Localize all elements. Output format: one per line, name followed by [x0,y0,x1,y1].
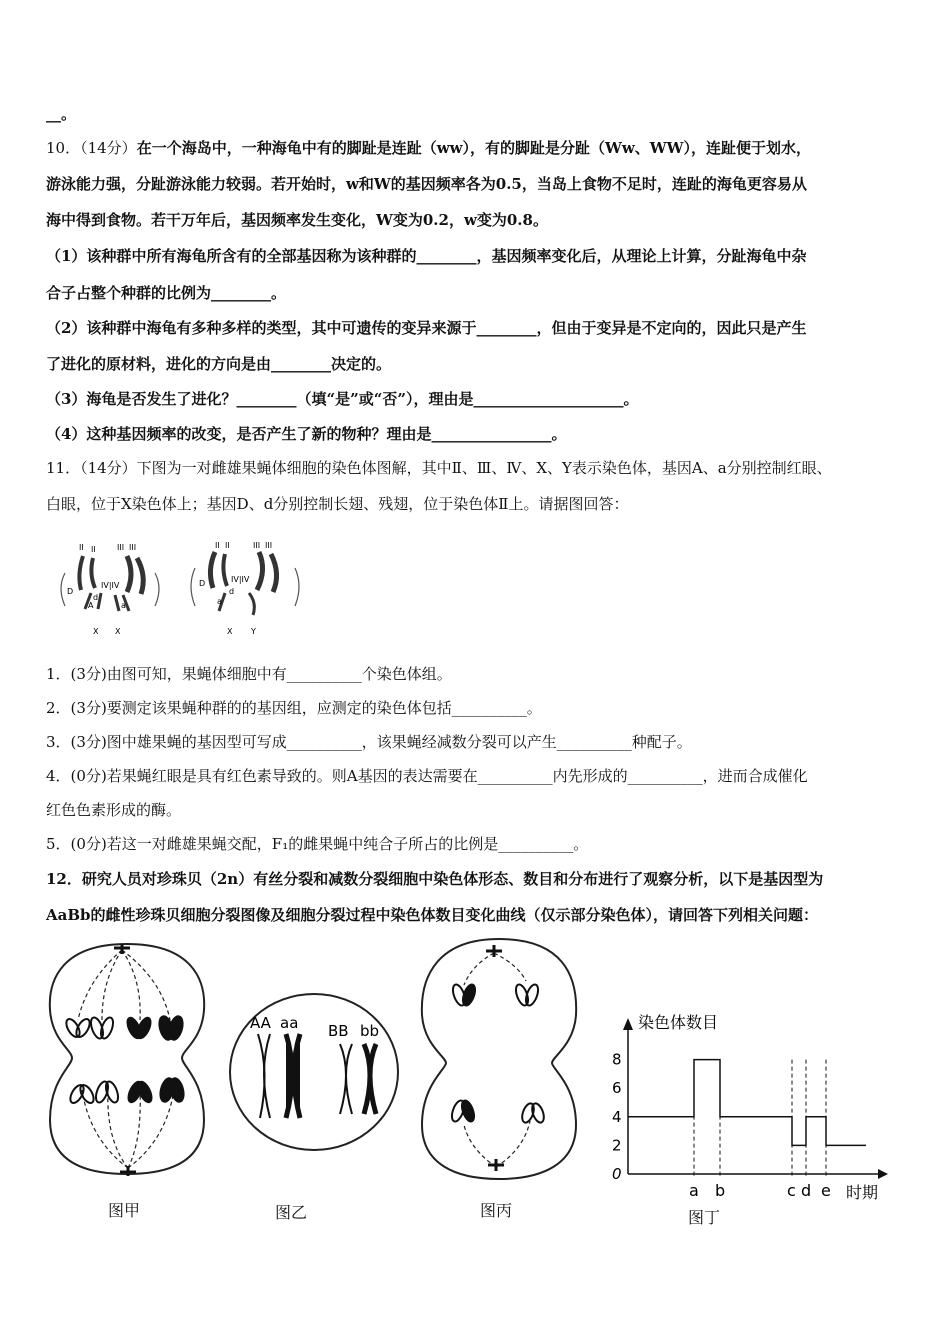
figure-yi-cell [228,992,400,1152]
gene-label: D [67,587,74,596]
figure-ding-chart [598,1012,908,1232]
figure-jia-caption: 图甲 [108,1201,141,1220]
fly-chromosome-figure [55,538,315,638]
x-tick-label: b [715,1181,726,1200]
iv-label: IV|IV [101,581,120,590]
sex-chromosome-label: X [227,627,233,636]
gene-label: a [217,597,222,606]
x-tick-label: a [689,1181,699,1200]
q11-sub3: 3．(3分)图中雄果蝇的基因型可写成__________，该果蝇经减数分裂可以产生__________种配子。 [46,733,692,751]
figure-jia-cell [42,940,212,1180]
q11-sub4-line2: 红色色素形成的酶。 [46,801,182,819]
y-tick-label: 0 [612,1165,622,1183]
q11-sub4-line1: 4．(0分)若果蝇红眼是具有红色素导致的。则A基因的表达需要在__________内先形成的__________，进而合成催化 [46,767,808,785]
q12-stem-line1: 12．研究人员对珍珠贝（2n）有丝分裂和减数分裂细胞中染色体形态、数目和分布进行了观察分析，以下是基因型为 [46,870,824,888]
x-tick-label: e [821,1181,831,1200]
x-axis-arrow [878,1169,888,1179]
sex-chromosome-label: X [93,627,99,636]
q12-stem-line2: AaBb的雌性珍珠贝细胞分裂图像及细胞分裂过程中染色体数目变化曲线（仅示部分染色体），请回答下列相关问题： [46,906,819,924]
q10-text: 在一个海岛中，一种海龟中有的脚趾是连趾（ww），有的脚趾是分趾（Ww、WW），连趾便于划水， [136,139,811,157]
gene-label: D [199,579,206,588]
male-fly-karyotype [191,541,299,636]
roman-label: II [225,541,230,550]
figure-bing-caption: 图丙 [480,1201,513,1220]
figure-yi-caption: 图乙 [275,1203,308,1222]
figure-ding-caption: 图丁 [688,1208,721,1227]
roman-label: II [215,541,220,550]
q11-stem-line1: 11．（14分）下图为一对雌雄果蝇体细胞的染色体图解，其中Ⅱ、Ⅲ、Ⅳ、X、Y表示染色体，基因A、a分别控制红眼、 [46,459,832,477]
q11-sub5: 5．(0分)若这一对雌雄果蝇交配，F₁的雌果蝇中纯合子所占的比例是__________。 [46,835,589,853]
roman-label: III [265,541,273,550]
q11-sub2: 2．(3分)要测定该果蝇种群的的基因组，应测定的染色体包括__________。 [46,699,542,717]
figure-bing-cell [414,935,584,1185]
q10-part1-line1: （1）该种群中所有海龟所含有的全部基因称为该种群的________，基因频率变化后，从理论上计算，分趾海龟中杂 [46,247,807,265]
q10-part1-line2: 合子占整个种群的比例为________。 [46,284,287,302]
sex-chromosome-label: X [115,627,121,636]
roman-label: III [129,543,137,552]
gene-label-AA: AA [250,1014,271,1032]
q10-part2-line2: 了进化的原材料，进化的方向是由________决定的。 [46,355,392,373]
chromosome-count-line [628,1060,866,1146]
sex-chromosome-label: Y [251,627,256,636]
q10-number: 10．（14分） [46,139,137,157]
gene-label: A [88,601,94,610]
y-axis-arrow [623,1018,633,1030]
x-axis-label: 时期 [846,1183,879,1202]
gene-label: d [93,593,99,602]
gene-label: d [229,587,235,596]
gene-label-BB: BB [328,1022,349,1040]
roman-label: III [253,541,261,550]
x-tick-label: d [801,1181,812,1200]
y-tick-label: 2 [612,1136,622,1155]
continued-blank: __。 [46,105,77,123]
q11-stem-line2: 白眼，位于X染色体上；基因D、d分别控制长翅、残翅，位于染色体Ⅱ上。请据图回答： [46,495,629,513]
q10-part2-line1: （2）该种群中海龟有多种多样的类型，其中可遗传的变异来源于________，但由于变异是不定向的，因此只是产生 [46,319,807,337]
roman-label: II [79,543,84,552]
iv-label: IV|IV [231,575,250,584]
gene-label-bb: bb [360,1022,380,1040]
y-tick-label: 8 [612,1050,622,1069]
roman-label: III [117,543,125,552]
y-axis-label: 染色体数目 [638,1013,719,1032]
x-tick-label: c [787,1181,796,1200]
q10-stem-line2: 游泳能力强，分趾游泳能力较弱。若开始时，w和W的基因频率各为0.5，当岛上食物不足时，连趾的海龟更容易从 [46,175,807,193]
y-tick-label: 6 [612,1079,622,1098]
roman-label: II [91,545,96,554]
female-fly-karyotype [61,543,159,636]
y-tick-label: 4 [612,1107,622,1126]
gene-label-aa: aa [280,1014,299,1032]
q10-part3: （3）海龟是否发生了进化？________（填“是”或“否”），理由是____________________。 [46,390,639,408]
q10-stem-line1 [46,138,811,158]
q11-sub1: 1．(3分)由图可知，果蝇体细胞中有__________个染色体组。 [46,665,452,683]
q10-part4: （4）这种基因频率的改变，是否产生了新的物种？理由是________________。 [46,425,567,443]
gene-label: a [121,601,126,610]
q10-stem-line3: 海中得到食物。若干万年后，基因频率发生变化，W变为0.2，w变为0.8。 [46,211,548,229]
